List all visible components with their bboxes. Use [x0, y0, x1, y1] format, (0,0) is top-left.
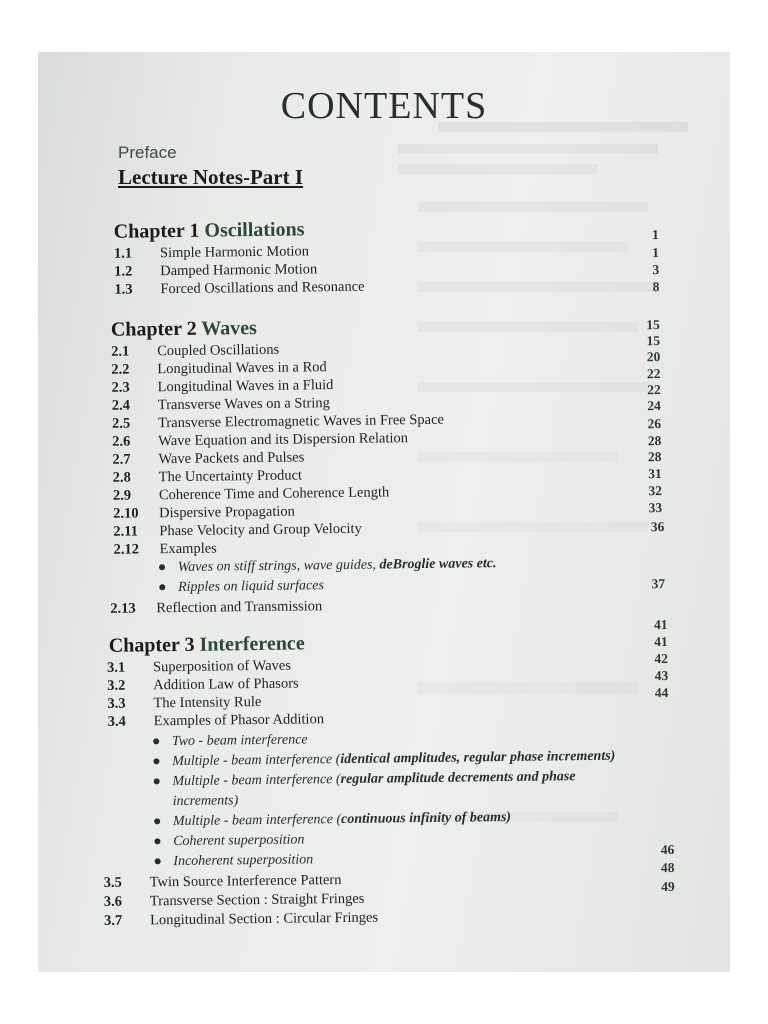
- example-text: Two - beam interference: [171, 732, 308, 750]
- page-number: 15: [646, 333, 661, 349]
- page-number: 43: [654, 668, 669, 684]
- section-title: Longitudinal Waves in a Rod: [157, 359, 327, 378]
- toc-body: [38, 52, 730, 972]
- page-number: 20: [646, 349, 661, 365]
- example-item: ● Ripples on liquid surfaces: [157, 578, 324, 596]
- section-number: 3.7: [104, 912, 123, 929]
- section-title: Transverse Waves on a String: [157, 395, 330, 414]
- section-title: Transverse Electromagnetic Waves in Free Space: [157, 411, 445, 432]
- example-text: Coherent superposition: [173, 832, 305, 850]
- toc-entry: [112, 377, 334, 397]
- section-number: 3.5: [103, 874, 122, 891]
- document-page: [38, 52, 730, 972]
- toc-entry: [111, 359, 327, 379]
- section-number: 1.2: [114, 263, 133, 280]
- section-title: Damped Harmonic Motion: [160, 261, 318, 280]
- section-number: 2.11: [113, 523, 139, 540]
- section-title: Examples of Phasor Addition: [153, 711, 325, 730]
- page-number: 36: [650, 519, 665, 535]
- chapter-label: Chapter 1: [113, 219, 200, 243]
- toc-entry: [114, 243, 309, 262]
- section-title: Twin Source Interference Pattern: [149, 872, 342, 891]
- page-number: 28: [647, 449, 662, 465]
- section-number: 2.2: [111, 361, 130, 378]
- page-number: 33: [648, 500, 663, 516]
- example-continuation: increments): [172, 793, 239, 810]
- section-number: 3.6: [103, 893, 123, 910]
- page-number: 46: [660, 841, 675, 858]
- example-text: Ripples on liquid surfaces: [177, 578, 324, 595]
- toc-entry: [112, 449, 304, 468]
- toc-entry: [113, 541, 216, 559]
- toc-entry: [112, 430, 408, 451]
- example-item: ● Multiple - beam interference (identical amplitudes, regular phase increments): [152, 748, 616, 770]
- page-number: 24: [647, 398, 661, 414]
- page-number: 8: [652, 279, 660, 295]
- page-number: 41: [654, 634, 668, 650]
- page-number: 28: [647, 433, 662, 449]
- toc-entry: [114, 279, 364, 299]
- toc-entry: [108, 711, 325, 731]
- chapter-label: Chapter 3: [108, 633, 195, 657]
- section-number: 2.9: [112, 487, 132, 504]
- toc-entry: [104, 910, 378, 930]
- toc-entry: [107, 694, 261, 713]
- section-title: Examples: [159, 540, 217, 558]
- section-number: 3.1: [106, 659, 126, 676]
- section-title: Wave Equation and its Dispersion Relation: [158, 430, 409, 450]
- page-number: 49: [661, 878, 675, 895]
- section-title: Addition Law of Phasors: [153, 675, 299, 694]
- example-item: ● Incoherent superposition: [153, 852, 314, 870]
- chapter-name: Oscillations: [204, 218, 305, 242]
- page-number: 22: [647, 382, 661, 398]
- section-number: 2.7: [112, 451, 131, 468]
- toc-entry: [110, 598, 322, 618]
- toc-entry: [104, 872, 342, 892]
- section-title: Superposition of Waves: [152, 657, 292, 676]
- section-number: 2.4: [111, 397, 131, 414]
- section-title: Coupled Oscillations: [157, 341, 280, 360]
- page-number: 22: [646, 366, 661, 382]
- toc-entry: [114, 261, 317, 280]
- section-number: 1.3: [114, 281, 133, 298]
- page-number: 42: [654, 651, 669, 667]
- toc-entry: [104, 891, 365, 911]
- example-emphasis: deBroglie waves etc.: [379, 556, 497, 573]
- section-title: Longitudinal Waves in a Fluid: [157, 377, 334, 396]
- chapter-3-heading: [109, 632, 305, 657]
- chapter-2-heading: [111, 317, 257, 342]
- chapter-name: Waves: [201, 317, 257, 340]
- page-number: 1: [652, 245, 660, 261]
- example-text: Multiple - beam interference (: [172, 772, 341, 790]
- section-title: Forced Oscillations and Resonance: [160, 278, 365, 298]
- toc-entry: [113, 521, 362, 541]
- example-item: ● Multiple - beam interference (regular amplitude decrements and phase: [152, 769, 576, 790]
- section-title: Reflection and Transmission: [156, 598, 323, 617]
- section-title: Wave Packets and Pulses: [158, 449, 305, 468]
- preface-heading: Preface: [118, 143, 177, 162]
- example-item: ● Coherent superposition: [153, 832, 305, 850]
- section-title: Transverse Section : Straight Fringes: [149, 890, 365, 910]
- page-number: 48: [660, 859, 675, 876]
- page-number: 44: [654, 685, 669, 701]
- example-emphasis: identical amplitudes, regular phase increments): [340, 748, 616, 768]
- page-title: CONTENTS: [280, 85, 488, 127]
- section-number: 2.5: [111, 415, 131, 432]
- section-number: 2.8: [112, 469, 131, 486]
- toc-entry: [107, 658, 291, 677]
- section-number: 2.1: [111, 343, 130, 360]
- part-heading: Lecture Notes-Part I: [118, 165, 304, 189]
- page-number: 26: [647, 416, 662, 432]
- toc-entry: [113, 484, 390, 504]
- example-text: Multiple - beam interference (: [172, 752, 341, 770]
- example-emphasis: regular amplitude decrements and phase: [340, 769, 576, 788]
- section-number: 3.4: [107, 713, 126, 730]
- example-text: Multiple - beam interference (: [172, 812, 342, 830]
- example-text: Incoherent superposition: [173, 852, 314, 870]
- section-number: 3.3: [107, 695, 126, 712]
- toc-entry: [112, 395, 330, 415]
- toc-entry: [111, 342, 279, 361]
- page-number: 32: [648, 483, 662, 499]
- section-title: Phase Velocity and Group Velocity: [159, 520, 362, 540]
- section-number: 2.3: [111, 379, 130, 396]
- section-title: Longitudinal Section : Circular Fringes: [150, 909, 379, 929]
- page-number: 37: [651, 576, 666, 592]
- section-number: 2.10: [113, 505, 139, 522]
- chapter-name: Interference: [199, 632, 305, 656]
- chapter-label: Chapter 2: [110, 317, 197, 341]
- section-number: 2.6: [112, 433, 131, 450]
- example-item: ● Multiple - beam interference (continuous infinity of beams): [152, 809, 512, 830]
- section-title: The Uncertainty Product: [158, 467, 303, 486]
- example-emphasis: continuous infinity of beams): [341, 809, 512, 828]
- section-number: 3.2: [107, 677, 126, 694]
- page-number: 1: [651, 227, 659, 243]
- section-title: Dispersive Propagation: [159, 503, 295, 522]
- section-title: The Intensity Rule: [153, 693, 262, 712]
- example-item: ● Waves on stiff strings, wave guides, deBroglie waves etc.: [157, 556, 497, 576]
- section-title: Coherence Time and Coherence Length: [158, 484, 390, 504]
- section-number: 1.1: [113, 245, 133, 262]
- page-number: 31: [648, 466, 662, 482]
- section-number: 2.13: [110, 600, 136, 617]
- toc-entry: [113, 504, 295, 523]
- section-number: 2.12: [113, 541, 140, 558]
- page-number: 41: [653, 617, 668, 633]
- section-title: Simple Harmonic Motion: [159, 243, 310, 262]
- chapter-1-heading: [114, 218, 305, 243]
- page-number: 15: [646, 317, 660, 333]
- example-item: ● Two - beam interference: [151, 732, 308, 750]
- page-number: 3: [652, 262, 660, 278]
- toc-entry: [107, 676, 299, 695]
- example-text: Waves on stiff strings, wave guides,: [177, 557, 380, 575]
- toc-entry: [113, 467, 303, 486]
